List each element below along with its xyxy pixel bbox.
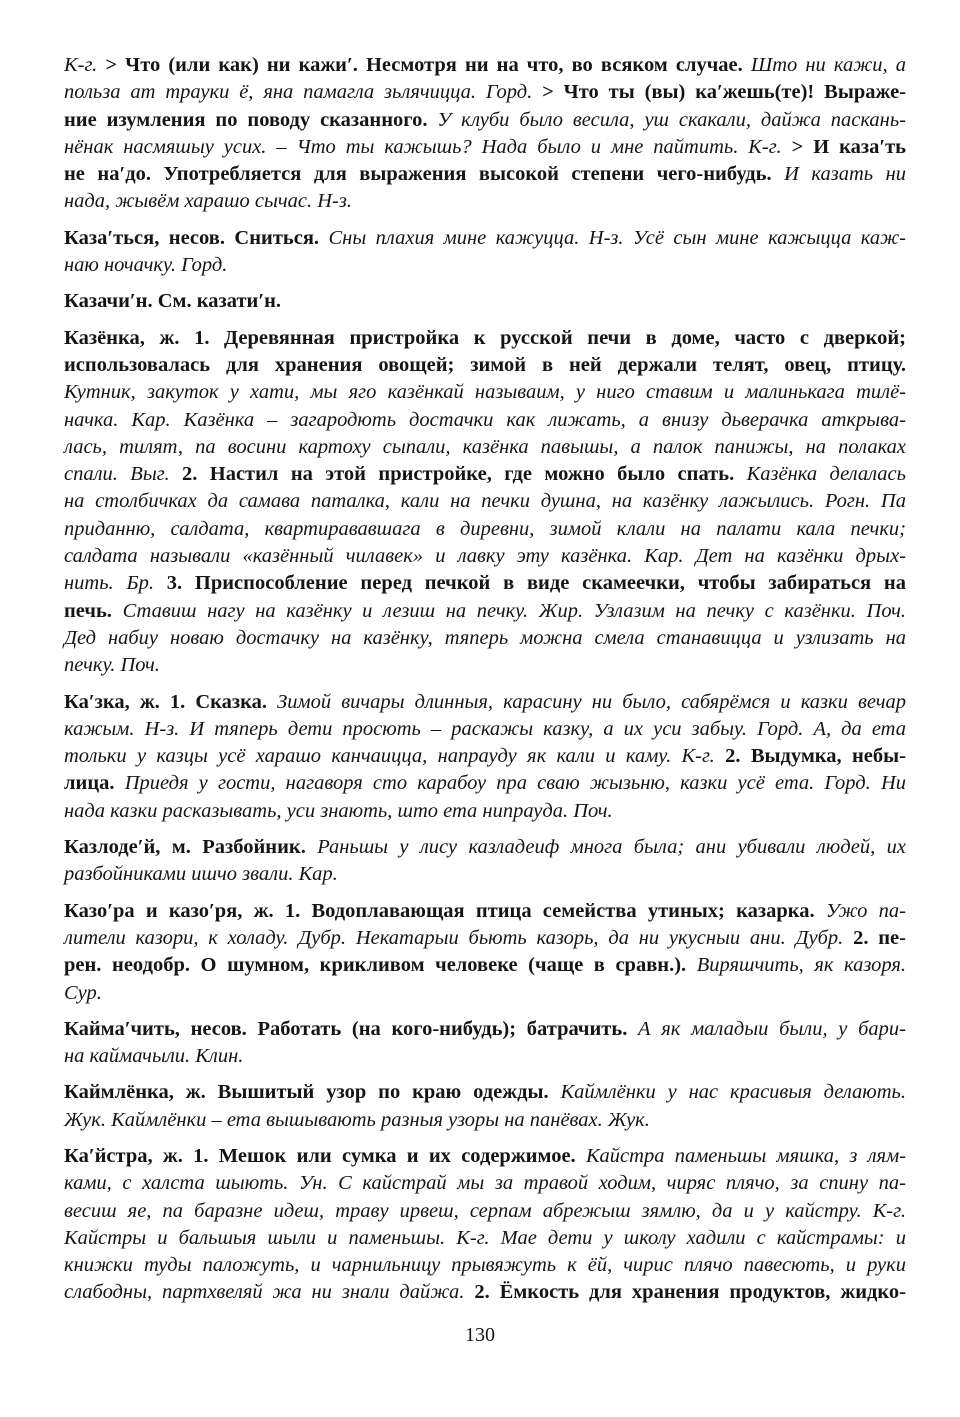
text-run: Виряшчить, як казоря. [696, 954, 906, 977]
text-run: Жук. Каймлёнки – ета вышывають разныя узоры на панёвах. Жук. [64, 1108, 650, 1131]
text-run: > И каза′ть [791, 135, 906, 158]
text-run: книжки туды паложуть, и чарнильницу прывяжуть к ёй, чирис плячо павесють, и руки [64, 1254, 906, 1277]
text-line [64, 516, 906, 543]
text-run: Каймлёнка, ж. Вышитый узор по краю одежды. [64, 1081, 561, 1104]
text-line [64, 570, 906, 597]
text-line [64, 770, 906, 797]
text-line [64, 379, 906, 406]
dictionary-entry [64, 1143, 906, 1307]
text-run: лица. [64, 772, 125, 795]
text-run: Приедя у гости, нагаворя сто карабоу пра сваю жызьню, казки усё ета. Горд. Ни [124, 772, 906, 795]
text-line [64, 188, 906, 215]
text-run: нёнак насмяшыу усих. – Что ты кажышь? Нада было и мне пайтить. К-г. [64, 135, 792, 158]
text-run: К-г. [64, 54, 106, 76]
text-line [64, 689, 906, 716]
text-line [64, 407, 906, 434]
text-run: Казёнка делалась [746, 463, 906, 486]
text-run: Раньшы у лису казладеиф многа была; ани убивали людей, их [317, 836, 906, 859]
dictionary-entry [64, 689, 906, 825]
text-run: 2. пе- [853, 926, 906, 949]
text-line [64, 488, 906, 515]
dictionary-entry [64, 52, 906, 216]
text-run: Што ни кажи, а [750, 54, 906, 76]
text-run: печь. [64, 599, 123, 622]
text-line [64, 1279, 906, 1306]
text-line [64, 598, 906, 625]
text-run: И казать ни [784, 163, 907, 186]
text-line [64, 980, 906, 1007]
text-line [64, 1252, 906, 1279]
text-run: рен. неодобр. О шумном, крикливом человеке (чаще в сравн.). [64, 954, 697, 977]
dictionary-entry [64, 1079, 906, 1134]
dictionary-entry [64, 325, 906, 680]
dictionary-entry [64, 1016, 906, 1071]
text-run: тольки у казцы усё харашо канчаицца, напрауду як кали и каму. К-г. [64, 745, 726, 768]
text-run: кажым. Н-з. И тяперь дети просють – раскажы казку, а их уси забыу. Горд. А, да ета [64, 717, 906, 740]
text-run: польза ат трауки ё, яна памагла зьлячицца. Горд. [64, 81, 543, 104]
text-run: слабодны, партхвеляй жа ни знали дайжа. [64, 1281, 475, 1304]
text-run: начка. Кар. Казёнка – загародють достачки как лижать, а внизу дьверачка аткрыва- [64, 408, 906, 431]
text-run: Ка′йстра, ж. 1. Мешок или сумка и их содержимое. [64, 1144, 586, 1167]
text-line [64, 925, 906, 952]
text-line [64, 461, 906, 488]
text-run: нить. Бр. [64, 572, 167, 595]
text-line [64, 861, 906, 888]
text-run: не на′до. Употребляется для выражения высокой степени чего-нибудь. [64, 163, 785, 186]
text-line [64, 134, 906, 161]
text-line [64, 652, 906, 679]
text-run: нада, жывём харашо сычас. Н-з. [64, 190, 352, 213]
text-run: 2. Ёмкость для хранения продуктов, жидко- [474, 1281, 907, 1304]
text-line [64, 288, 906, 315]
text-run: Сур. [64, 981, 102, 1004]
dictionary-entry [64, 898, 906, 1007]
text-line [64, 325, 906, 352]
text-line [64, 107, 906, 134]
text-line [64, 1107, 906, 1134]
text-run: лась, тилят, па восини картоху сыпали, казёнка павышы, а палок панижы, на полаках [64, 435, 906, 458]
text-line [64, 225, 906, 252]
dictionary-entry [64, 225, 906, 280]
text-line [64, 1198, 906, 1225]
text-line [64, 1143, 906, 1170]
text-run: Казёнка, ж. 1. Деревянная пристройка к русской печи в доме, часто с дверкой; [64, 326, 906, 349]
text-run: Дед набиу новаю достачку на казёнку, тяперь можна смела станавицца и узлизать на [64, 626, 906, 649]
text-line [64, 1016, 906, 1043]
text-run: лители казори, к холаду. Дубр. Некатарыи бьють казорь, да ни укусныи ани. Дубр. [64, 926, 854, 949]
text-run: Ужо па- [825, 899, 906, 922]
text-run: ние изумления по поводу сказанного. [64, 108, 438, 131]
text-run: Ставиш нагу на казёнку и лезиш на печку. Жир. Узлазим на печку с казёнки. Поч. [122, 599, 906, 622]
text-run: А як маладыи были, у бари- [638, 1017, 906, 1040]
text-run: 2. Выдумка, небы- [725, 745, 906, 768]
text-run: приданню, салдата, квартирававшага в диревни, зимой клали на палати кала печки; [64, 517, 906, 540]
text-line [64, 52, 906, 79]
text-run: Казачи′н. См. казати′н. [64, 290, 282, 313]
text-line [64, 743, 906, 770]
text-line [64, 1170, 906, 1197]
text-run: Ка′зка, ж. 1. Сказка. [64, 690, 278, 713]
text-line [64, 834, 906, 861]
text-run: Каза′ться, несов. Сниться. [64, 226, 329, 249]
text-line [64, 1225, 906, 1252]
text-block [64, 52, 906, 1316]
text-run: Сны плахия мине кажуцца. Н-з. Усё сын мине кажыцца каж- [328, 226, 907, 249]
text-run: Кайстра паменьшы мяшка, з лям- [585, 1144, 906, 1167]
text-run: У клуби было весила, уш скакали, дайжа паскань- [437, 108, 906, 131]
text-run: Кутник, закуток у хати, мы яго казёнкай называим, у ниго ставим и малинькага тилё- [64, 381, 906, 404]
text-run: ками, с халста шыють. Ун. С кайстрай мы за травой ходим, чиряс плячо, за спину па- [64, 1172, 906, 1195]
text-run: весиш яе, па баразне идеш, траву ирвеш, серпам абрежыш зямлю, да и у кайстру. К-г. [64, 1199, 906, 1222]
dictionary-entry [64, 834, 906, 889]
text-run: спали. Выг. [64, 463, 182, 486]
text-line [64, 352, 906, 379]
text-run: на столбичках да самава паталка, кали на печки душна, на казёнку лажылись. Рогн. Па [64, 490, 906, 513]
text-line [64, 252, 906, 279]
text-run: печку. Поч. [64, 654, 160, 677]
text-run: Казо′ра и казо′ря, ж. 1. Водоплавающая птица семейства утиных; казарка. [64, 899, 826, 922]
text-run: 2. Настил на этой пристройке, где можно было спать. [181, 463, 747, 486]
text-line [64, 79, 906, 106]
text-run: Казлоде′й, м. Разбойник. [64, 836, 318, 859]
text-run: салдата называли «казённый чилавек» и лавку эту казёнка. Кар. Дет на казёнки дрых- [64, 545, 906, 568]
text-run: наю ночачку. Горд. [64, 254, 228, 277]
text-run: разбойниками ишчо звали. Кар. [64, 863, 338, 886]
text-run: Каймлёнки у нас красивыя делають. [560, 1081, 906, 1104]
text-run: 3. Приспособление перед печкой в виде скамеечки, чтобы забираться на [166, 572, 906, 595]
text-run: > Что ты (вы) ка′жешь(те)! Выраже- [542, 81, 906, 104]
text-line [64, 1079, 906, 1106]
text-line [64, 1043, 906, 1070]
text-run: нада казки расказывать, уси знають, што ета нипрауда. Поч. [64, 799, 613, 822]
text-line [64, 543, 906, 570]
text-line [64, 434, 906, 461]
text-line [64, 716, 906, 743]
dictionary-entry [64, 288, 906, 315]
text-line [64, 798, 906, 825]
text-run: использовалась для хранения овощей; зимой в ней держали телят, овец, птицу. [64, 353, 906, 376]
text-run: Кайстры и бальшыя шыли и паменьшы. К-г. Мае дети у школу хадили с кайстрамы: и [64, 1226, 906, 1249]
text-line [64, 898, 906, 925]
text-line [64, 161, 906, 188]
text-run: > Что (или как) ни кажи′. Несмотря ни на что, во всяком случае. [105, 54, 751, 76]
text-line [64, 625, 906, 652]
text-line [64, 952, 906, 979]
text-run: Зимой вичары длинныя, карасину ни было, сабярёмся и казки вечар [277, 690, 906, 713]
text-run: на каймачыли. Клин. [64, 1045, 244, 1068]
page-number: 130 [465, 1324, 495, 1346]
text-run: Кайма′чить, несов. Работать (на кого-нибудь); батрачить. [64, 1017, 639, 1040]
